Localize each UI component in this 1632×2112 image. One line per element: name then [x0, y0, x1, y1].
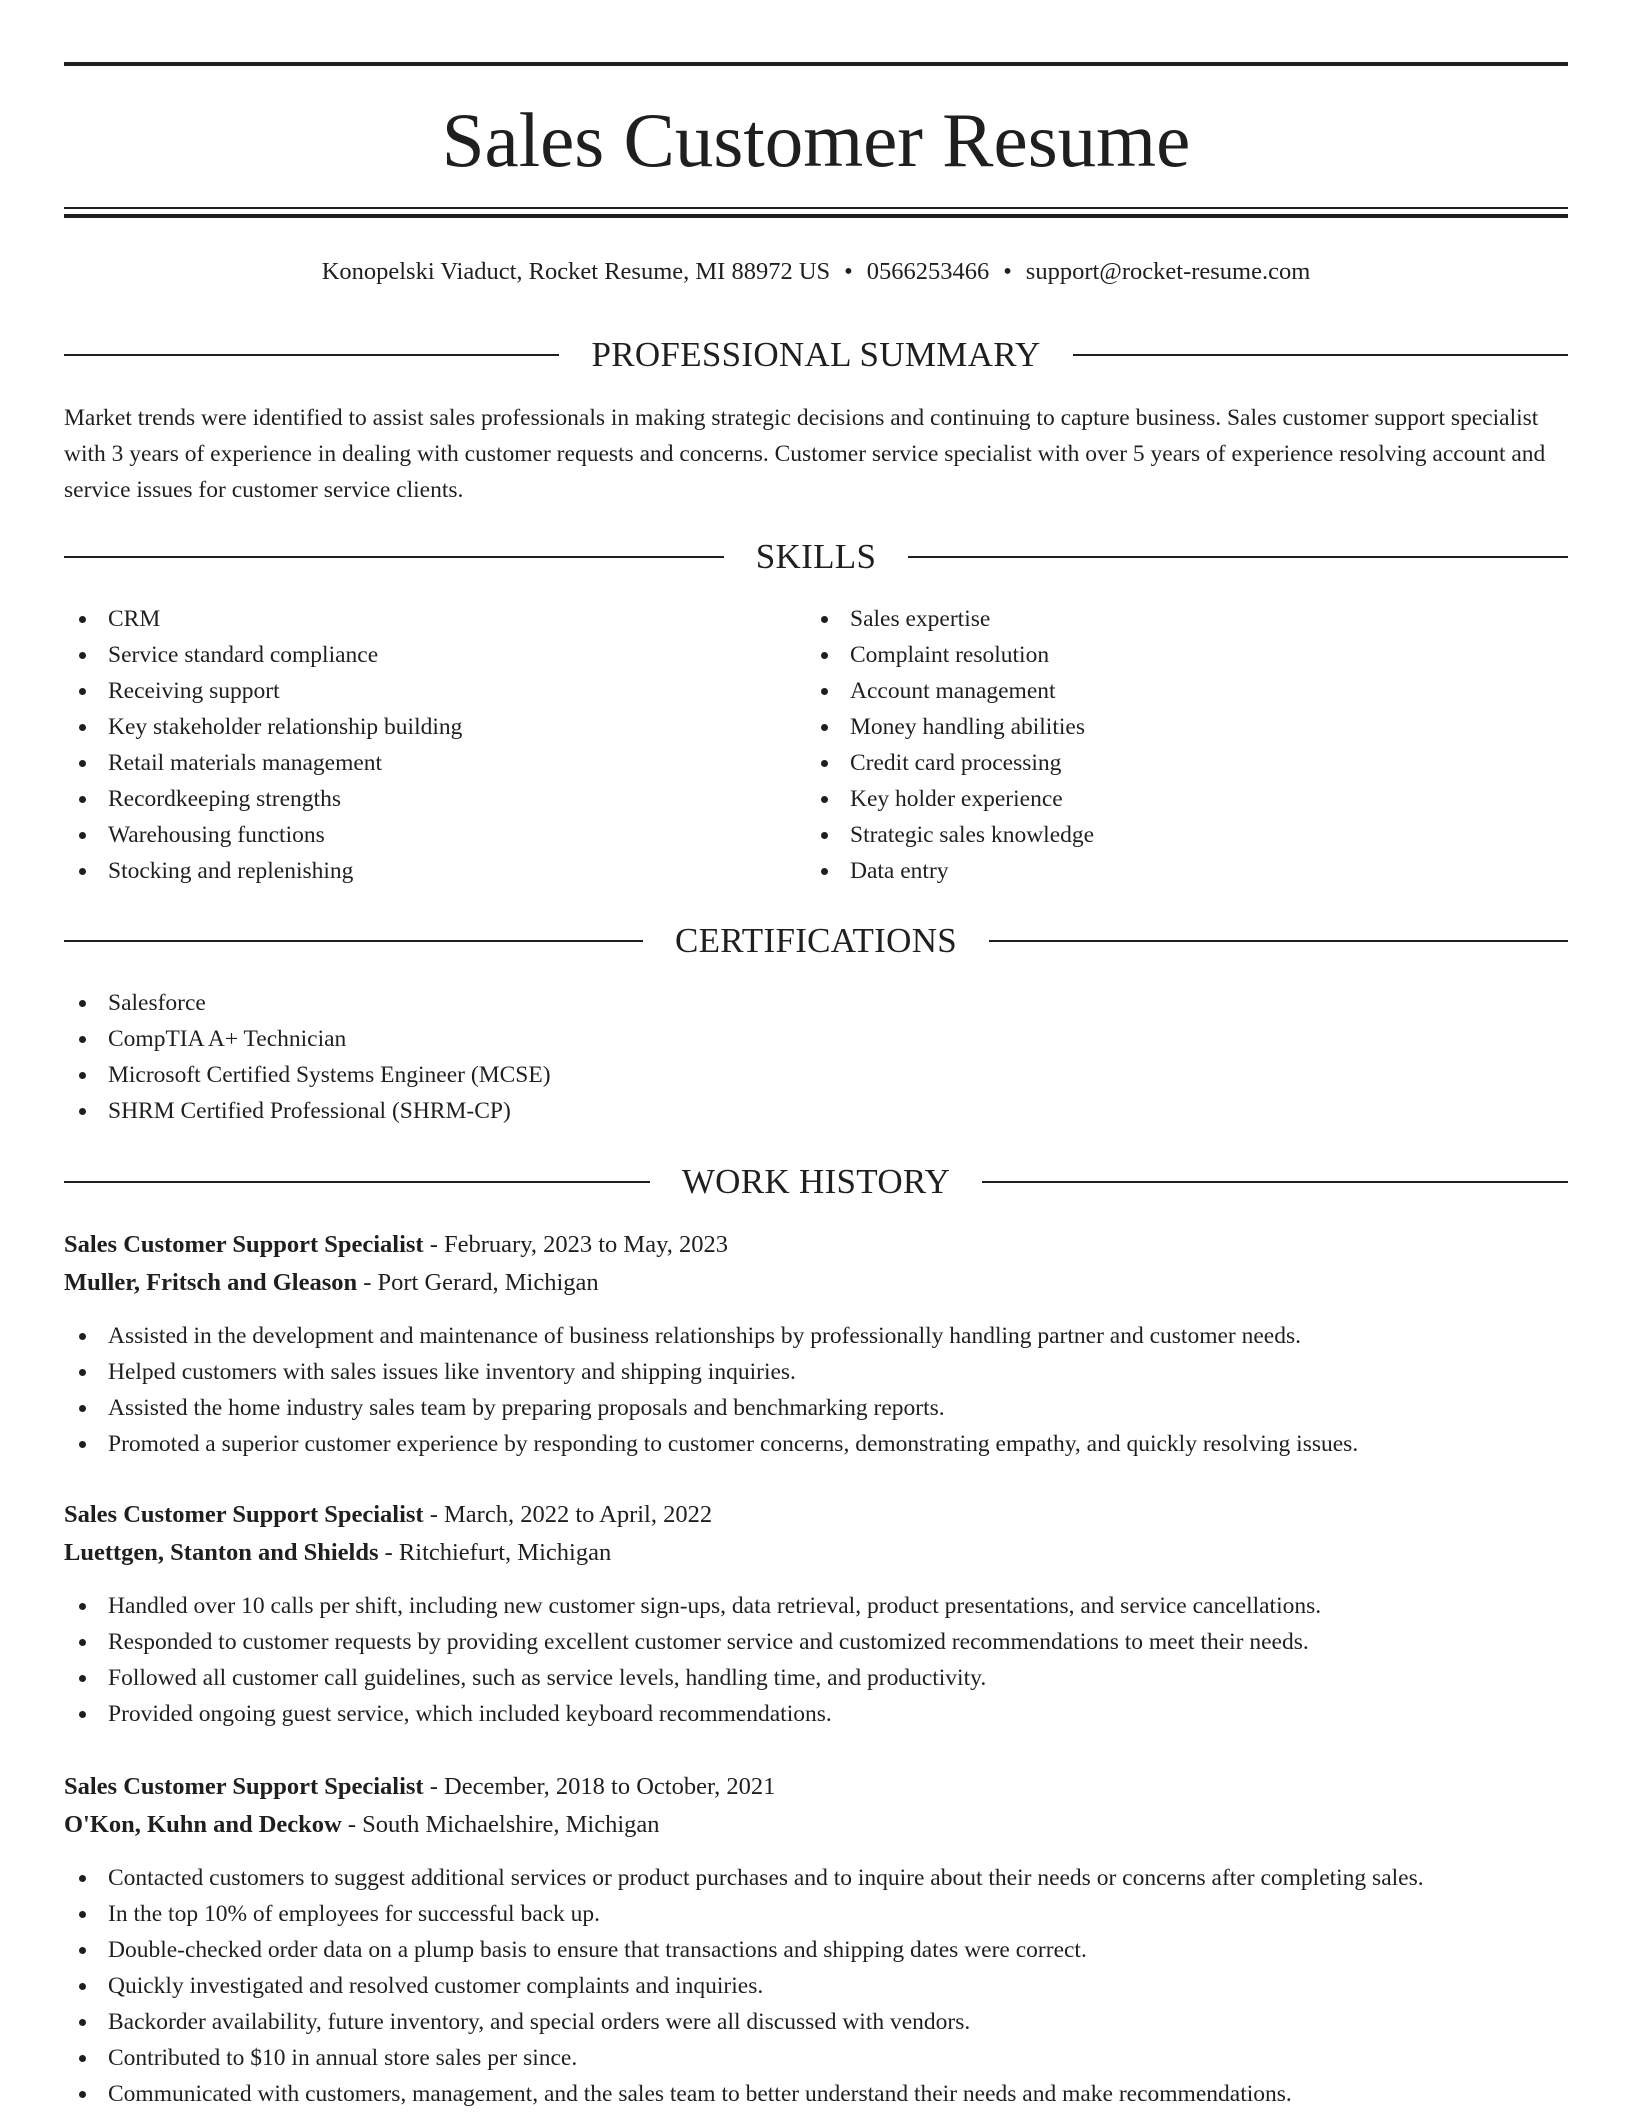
skills-list-left — [64, 601, 764, 889]
job-company-row — [64, 1806, 1568, 1844]
section-heading-summary — [64, 333, 1568, 377]
job-title: Sales Customer Support Specialist — [64, 1501, 424, 1528]
job-company-row — [64, 1264, 1568, 1302]
contact-address: Konopelski Viaduct, Rocket Resume, MI 88972 US — [321, 258, 831, 285]
job-entry — [64, 1226, 1568, 1462]
skill-item: Recordkeeping strengths — [64, 781, 764, 817]
job-bullets — [64, 1860, 1568, 2112]
skill-item: Sales expertise — [806, 601, 1506, 637]
heading-rule-left — [64, 940, 643, 942]
skill-item: Receiving support — [64, 673, 764, 709]
heading-rule-right — [989, 940, 1568, 942]
skill-item: Retail materials management — [64, 745, 764, 781]
job-bullet: Responded to customer requests by providing excellent customer service and customized recommendations to meet their needs. — [64, 1624, 1568, 1660]
job-bullet: Handled over 10 calls per shift, including new customer sign-ups, data retrieval, product presentations, and service cancellations. — [64, 1588, 1568, 1624]
job-title-row — [64, 1768, 1568, 1806]
job-bullets — [64, 1318, 1568, 1462]
job-bullet: Followed all customer call guidelines, such as service levels, handling time, and productivity. — [64, 1660, 1568, 1696]
job-dates: - December, 2018 to October, 2021 — [423, 1773, 776, 1800]
skill-item: Key holder experience — [806, 781, 1506, 817]
job-bullet: Double-checked order data on a plump basis to ensure that transactions and shipping dates were correct. — [64, 1932, 1568, 1968]
job-location: - Ritchiefurt, Michigan — [378, 1539, 612, 1566]
job-bullet: Quickly investigated and resolved customer complaints and inquiries. — [64, 1968, 1568, 2004]
heading-rule-right — [1073, 354, 1568, 356]
job-bullet: Assisted the home industry sales team by preparing proposals and benchmarking reports. — [64, 1390, 1568, 1426]
skill-item: Strategic sales knowledge — [806, 817, 1506, 853]
heading-rule-left — [64, 354, 559, 356]
job-company-row — [64, 1534, 1568, 1572]
heading-rule-left — [64, 556, 724, 558]
contact-email: support@rocket-resume.com — [1025, 258, 1311, 285]
job-title: Sales Customer Support Specialist — [64, 1773, 424, 1800]
contact-phone: 0566253466 — [866, 258, 990, 285]
section-title: SKILLS — [755, 537, 877, 576]
job-dates: - February, 2023 to May, 2023 — [423, 1231, 728, 1258]
header-bottom-rule-thin — [64, 207, 1568, 209]
certification-item: Salesforce — [64, 985, 1568, 1021]
job-bullet: Helped customers with sales issues like inventory and shipping inquiries. — [64, 1354, 1568, 1390]
job-bullet: Contributed to $10 in annual store sales per since. — [64, 2040, 1568, 2076]
skills-list-right — [806, 601, 1506, 889]
heading-rule-left — [64, 1181, 650, 1183]
job-entry — [64, 1768, 1568, 2112]
section-heading-certifications — [64, 919, 1568, 963]
header-top-rule — [64, 62, 1568, 66]
job-bullet: Promoted a superior customer experience by responding to customer concerns, demonstrating empathy, and quickly resolving issues. — [64, 1426, 1568, 1462]
job-company: Muller, Fritsch and Gleason — [64, 1269, 358, 1296]
job-bullet: Communicated with customers, management, and the sales team to better understand their needs and make recommendations. — [64, 2076, 1568, 2112]
job-location: - South Michaelshire, Michigan — [341, 1811, 660, 1838]
certifications — [64, 985, 1568, 1129]
heading-rule-right — [908, 556, 1568, 558]
skill-item: Stocking and replenishing — [64, 853, 764, 889]
job-bullets — [64, 1588, 1568, 1732]
section-heading-skills — [64, 535, 1568, 579]
certifications-list — [64, 985, 1568, 1129]
job-bullet: Provided ongoing guest service, which included keyboard recommendations. — [64, 1696, 1568, 1732]
skill-item: Credit card processing — [806, 745, 1506, 781]
summary-text: Market trends were identified to assist sales professionals in making strategic decisions and continuing to capture business. Sales customer support specialist with 3 years of experience in dealing with customer requests and concerns. Customer service specialist with over 5 years of experience resolving account and service issues for customer service clients. — [64, 405, 1546, 503]
skill-item: Service standard compliance — [64, 637, 764, 673]
job-bullet: In the top 10% of employees for successful back up. — [64, 1896, 1568, 1932]
job-company: Luettgen, Stanton and Shields — [64, 1539, 379, 1566]
job-title-row — [64, 1226, 1568, 1264]
skill-item: Money handling abilities — [806, 709, 1506, 745]
certification-item: CompTIA A+ Technician — [64, 1021, 1568, 1057]
section-title: WORK HISTORY — [681, 1162, 951, 1201]
job-bullet: Backorder availability, future inventory, and special orders were all discussed with vendors. — [64, 2004, 1568, 2040]
resume-title: Sales Customer Resume — [441, 97, 1191, 183]
heading-rule-right — [982, 1181, 1568, 1183]
skill-item: CRM — [64, 601, 764, 637]
skills-column-right — [806, 601, 1506, 889]
skill-item: Data entry — [806, 853, 1506, 889]
contact-line — [64, 254, 1568, 290]
job-bullet: Contacted customers to suggest additional services or product purchases and to inquire about their needs or concerns after completing sales. — [64, 1860, 1568, 1896]
job-dates: - March, 2022 to April, 2022 — [423, 1501, 713, 1528]
section-title: PROFESSIONAL SUMMARY — [591, 335, 1041, 374]
certification-item: SHRM Certified Professional (SHRM-CP) — [64, 1093, 1568, 1129]
job-title: Sales Customer Support Specialist — [64, 1231, 424, 1258]
job-company: O'Kon, Kuhn and Deckow — [64, 1811, 342, 1838]
contact-separator: • — [844, 258, 853, 285]
skill-item: Account management — [806, 673, 1506, 709]
skill-item: Key stakeholder relationship building — [64, 709, 764, 745]
header-bottom-rule-thick — [64, 214, 1568, 218]
job-entry — [64, 1496, 1568, 1732]
skill-item: Warehousing functions — [64, 817, 764, 853]
skill-item: Complaint resolution — [806, 637, 1506, 673]
skills-column-left — [64, 601, 764, 889]
job-bullet: Assisted in the development and maintenance of business relationships by professionally handling partner and customer needs. — [64, 1318, 1568, 1354]
section-heading-work-history — [64, 1160, 1568, 1204]
contact-separator: • — [1003, 258, 1012, 285]
job-title-row — [64, 1496, 1568, 1534]
certification-item: Microsoft Certified Systems Engineer (MCSE) — [64, 1057, 1568, 1093]
section-title: CERTIFICATIONS — [674, 921, 958, 960]
job-location: - Port Gerard, Michigan — [357, 1269, 599, 1296]
